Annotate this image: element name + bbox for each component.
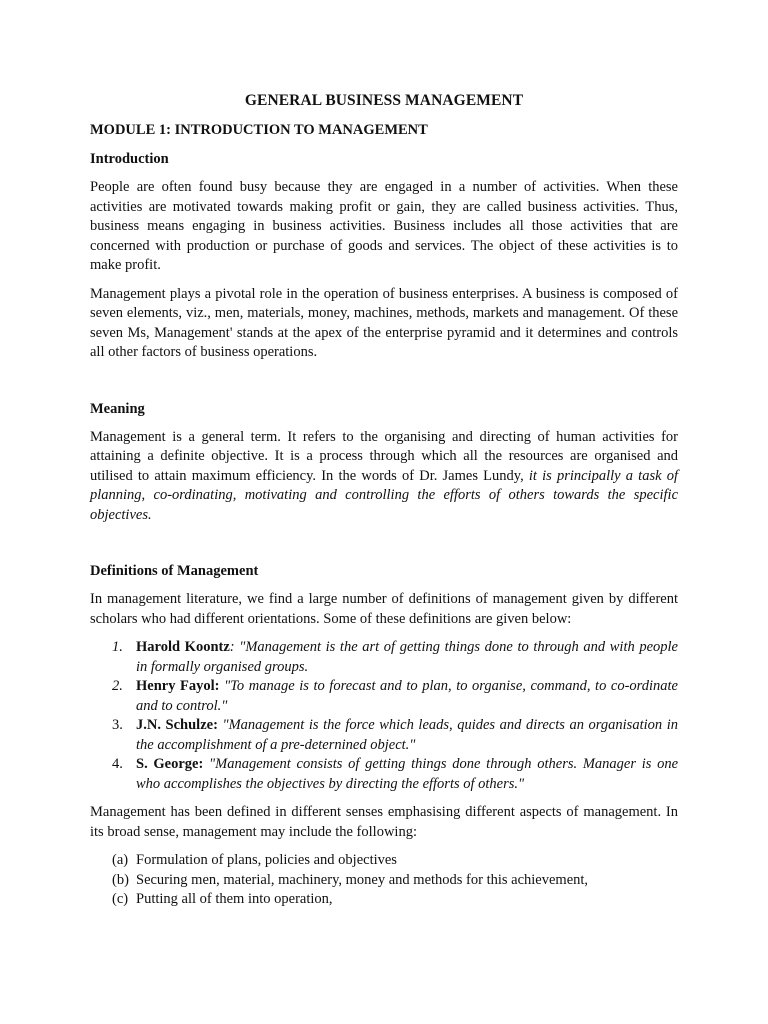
- definitions-heading: Definitions of Management: [90, 563, 259, 579]
- introduction-paragraph-2: Management plays a pivotal role in the operation of business enterprises. A business is composed of seven elements, viz., men, materials, money, machines, methods, markets and management. Of these seven Ms, Management' stands at the apex of the enterprise pyramid and it determines and controls all other factors of business operations.: [90, 285, 678, 360]
- definition-quote: "To manage is to forecast and to plan, to organise, command, to co-ordinate and to control.": [136, 678, 678, 714]
- section-spacer: [90, 534, 678, 563]
- definitions-intro: In management literature, we find a large number of definitions of management given by different scholars who had different orientations. Some of these definitions are given below:: [90, 591, 678, 627]
- definition-item: [90, 755, 678, 794]
- definition-item: [90, 638, 678, 677]
- list-number: 1.: [112, 639, 123, 655]
- list-marker: (b): [112, 871, 129, 888]
- scope-item-text: Securing men, material, machinery, money and methods for this achievement,: [136, 871, 589, 888]
- introduction-heading: Introduction: [90, 151, 169, 167]
- definition-author: Harold Koontz: [136, 639, 230, 655]
- list-number: 4.: [112, 756, 123, 772]
- definition-quote: "Management consists of getting things done through others. Manager is one who accomplishes the objectives by directing the efforts of others.": [136, 756, 679, 792]
- introduction-paragraph-1: People are often found busy because they are engaged in a number of activities. When these activities are motivated towards making profit or gain, they are called business activities. Thus, business means engaging in business activities. Business includes all those activities that are concerned with production or purchase of goods and services. The object of these activities is to make profit.: [90, 179, 678, 273]
- module-heading: MODULE 1: INTRODUCTION TO MANAGEMENT: [90, 122, 428, 138]
- scope-item: [90, 851, 678, 871]
- definitions-list: [90, 638, 678, 794]
- section-spacer: [90, 372, 678, 401]
- meaning-text: Management is a general term. It refers to the organising and directing of human activities for attaining a definite objective. It is a process through which all the resources are organised and utilised to attain maximum efficiency. In the words of Dr. James Lundy,: [90, 428, 678, 484]
- list-number: 3.: [112, 717, 123, 733]
- definition-author: S. George:: [136, 756, 204, 772]
- scope-list: [90, 851, 678, 910]
- list-marker: (a): [112, 852, 129, 868]
- definition-quote: "Management is the force which leads, quides and directs an organisation in the accomplishment of a pre-deternined object.": [136, 717, 678, 753]
- definitions-after-paragraph: Management has been defined in different senses emphasising different aspects of management. In its broad sense, management may include the following:: [90, 804, 678, 840]
- definition-author: J.N. Schulze:: [136, 717, 218, 733]
- definition-item: [90, 677, 678, 716]
- scope-item-text: Putting all of them into operation,: [136, 891, 333, 907]
- meaning-paragraph: [90, 428, 678, 526]
- definition-author: Henry Fayol:: [136, 678, 220, 694]
- meaning-quote: it is principally a task of planning, co-ordinating, motivating and controlling the efforts of others towards the specific objectives.: [90, 467, 678, 523]
- definition-separator: :: [229, 639, 240, 655]
- definition-quote: "Management is the art of getting things done to through and with people in formally organised groups.: [136, 639, 678, 675]
- definition-item: [90, 716, 678, 755]
- meaning-heading: Meaning: [90, 400, 145, 417]
- list-marker: (c): [112, 891, 129, 907]
- list-number: 2.: [112, 678, 123, 694]
- scope-item: [90, 871, 678, 891]
- scope-item-text: Formulation of plans, policies and objectives: [136, 852, 397, 868]
- scope-item: [90, 890, 678, 910]
- document-title: GENERAL BUSINESS MANAGEMENT: [244, 92, 524, 109]
